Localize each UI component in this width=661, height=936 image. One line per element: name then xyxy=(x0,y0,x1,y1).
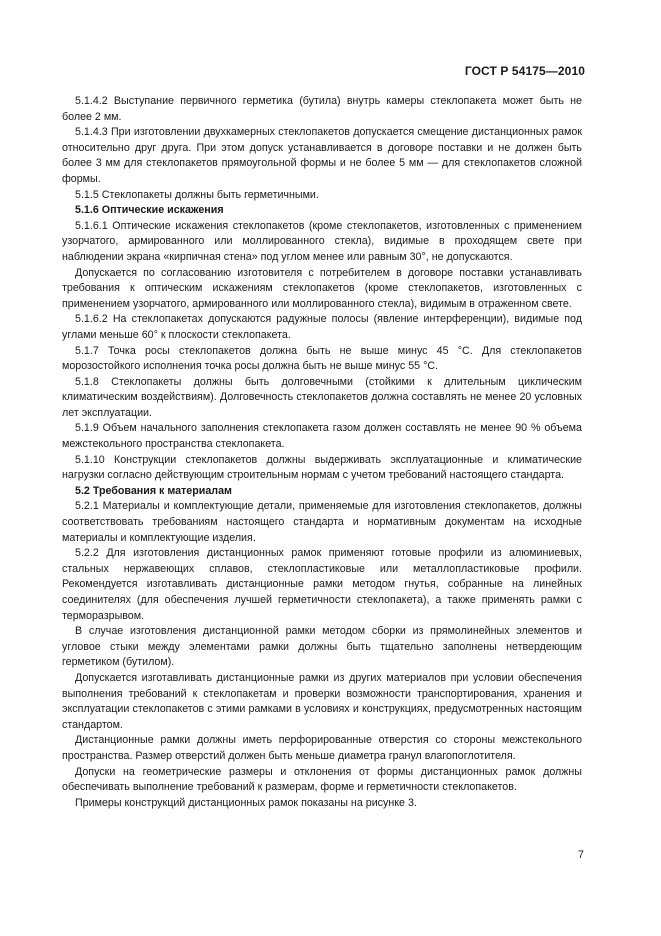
paragraph-text: Стеклопакеты должны быть долговечными (стойкими к длительным циклическим климатическим воздействиям). Долговечность стеклопакетов должна составлять не менее 20 условных лет эксплуатации. xyxy=(62,375,582,419)
clause-number: 5.2.1 xyxy=(75,500,99,513)
paragraph xyxy=(62,94,582,125)
paragraph-text: Объем начального заполнения стеклопакета газом должен составлять не менее 90 % объема межстекольного пространства стеклопакета. xyxy=(62,422,582,451)
document-header: ГОСТ Р 54175—2010 xyxy=(464,64,585,78)
clause-number: 5.1.6.2 xyxy=(75,313,108,326)
paragraph xyxy=(62,624,582,671)
paragraph-text: На стеклопакетах допускаются радужные полосы (явление интерференции), видимые под углами меньше 60° к плоскости стеклопакета. xyxy=(62,313,582,341)
paragraph xyxy=(62,671,582,733)
paragraph xyxy=(62,733,582,764)
paragraph xyxy=(62,546,582,624)
paragraph-text: Точка росы стеклопакетов должна быть не выше минус 45 °С. Для стеклопакетов морозостойкого исполнения точка росы должна быть не выше минус 55 °С. xyxy=(62,344,582,373)
paragraph-text: Для изготовления дистанционных рамок применяют готовые профили из алюминиевых, стальных нержавеющих сплавов, стеклопластиковые или металлопластиковые профили. Рекомендуется изготавливать дистанционные рамки методом гнутья, собранные на линейных соединителях (для обеспечения лучшей герметичности стеклопакета), а также применять рамки с терморазрывом. xyxy=(62,547,582,622)
clause-number: 5.1.7 xyxy=(75,344,99,357)
paragraph xyxy=(62,421,582,452)
paragraph-text: Стеклопакеты должны быть герметичными. xyxy=(101,188,319,201)
clause-number: 5.2.2 xyxy=(75,547,99,560)
paragraph-text: Дистанционные рамки должны иметь перфорированные отверстия со стороны межстекольного пространства. Размер отверстий должен быть меньше диаметра гранул влагопоглотителя. xyxy=(62,734,582,762)
clause-number: 5.1.6.1 xyxy=(75,219,108,232)
document-body xyxy=(62,94,582,811)
paragraph xyxy=(62,344,582,375)
paragraph xyxy=(62,312,582,343)
page-number: 7 xyxy=(577,849,584,861)
paragraph-text: При изготовлении двухкамерных стеклопакетов допускается смещение дистанционных рамок относительно друг друга. При этом допуск устанавливается в договоре поставки и не должен быть более 3 мм для стеклопакетов прямоугольной формы и не более 5 мм — для стеклопакетов сложной формы. xyxy=(62,126,582,185)
clause-number: 5.1.6 xyxy=(75,204,99,217)
paragraph xyxy=(62,796,582,812)
clause-number: 5.1.4.2 xyxy=(75,95,108,107)
clause-number: 5.1.10 xyxy=(75,453,105,466)
paragraph xyxy=(62,219,582,266)
paragraph xyxy=(62,125,582,187)
paragraph-text: Конструкции стеклопакетов должны выдерживать эксплуатационные и климатические нагрузки согласно действующим строительным нормам с учетом требований настоящего стандарта. xyxy=(62,453,582,482)
paragraph-text: Оптические искажения стеклопакетов (кроме стеклопакетов, изготовленных с применением узорчатого, армированного или моллированного стекла), видимые в проходящем свете при наблюдении экрана «кирпичная стена» под углом менее или равным 30°, не допускаются. xyxy=(62,219,582,263)
paragraph xyxy=(62,375,582,422)
clause-number: 5.1.8 xyxy=(75,375,99,388)
paragraph xyxy=(62,266,582,313)
paragraph xyxy=(62,765,582,796)
paragraph-text: Допуски на геометрические размеры и отклонения от формы дистанционных рамок должны обеспечивать выполнение требований к размерам, форме и герметичности стеклопакетов. xyxy=(62,765,582,794)
clause-number: 5.1.5 xyxy=(75,188,99,201)
paragraph-text: Выступание первичного герметика (бутила) внутрь камеры стеклопакета может быть не более 2 мм. xyxy=(62,95,582,123)
paragraph-text: Примеры конструкций дистанционных рамок показаны на рисунке 3. xyxy=(75,796,417,809)
paragraph-text: Требования к материалам xyxy=(92,484,232,497)
section-heading xyxy=(62,484,582,500)
paragraph-text: В случае изготовления дистанционной рамки методом сборки из прямолинейных элементов и угловое стыки между элементами рамки должны быть тщательно заполнены нетвердеющим герметиком (бутилом). xyxy=(62,625,582,669)
paragraph-text: Оптические искажения xyxy=(101,204,224,217)
paragraph-text: Материалы и комплектующие детали, применяемые для изготовления стеклопакетов, должны соответствовать требованиям настоящего стандарта и нормативным документам на исходные материалы и комплектующие изделия. xyxy=(62,500,582,544)
paragraph-text: Допускается по согласованию изготовителя с потребителем в договоре поставки устанавливать требования к оптическим искажениям стеклопакетов (кроме стеклопакетов, изготовленных с применением узорчатого, армированного или моллированного стекла), видимым в отраженном свете. xyxy=(62,266,582,310)
paragraph xyxy=(62,499,582,546)
section-heading xyxy=(62,203,582,219)
clause-number: 5.1.4.3 xyxy=(75,126,108,139)
clause-number: 5.2 xyxy=(75,484,90,497)
paragraph xyxy=(62,188,582,204)
paragraph-text: Допускается изготавливать дистанционные рамки из других материалов при условии обеспечения выполнения требований к стеклопакетам и проверки возможности транспортирования, хранения и эксплуатации стеклопакетов с этими рамками в условиях и конструкциях, предусмотренных настоящим стандартом. xyxy=(62,671,582,731)
paragraph xyxy=(62,453,582,484)
clause-number: 5.1.9 xyxy=(75,422,99,435)
